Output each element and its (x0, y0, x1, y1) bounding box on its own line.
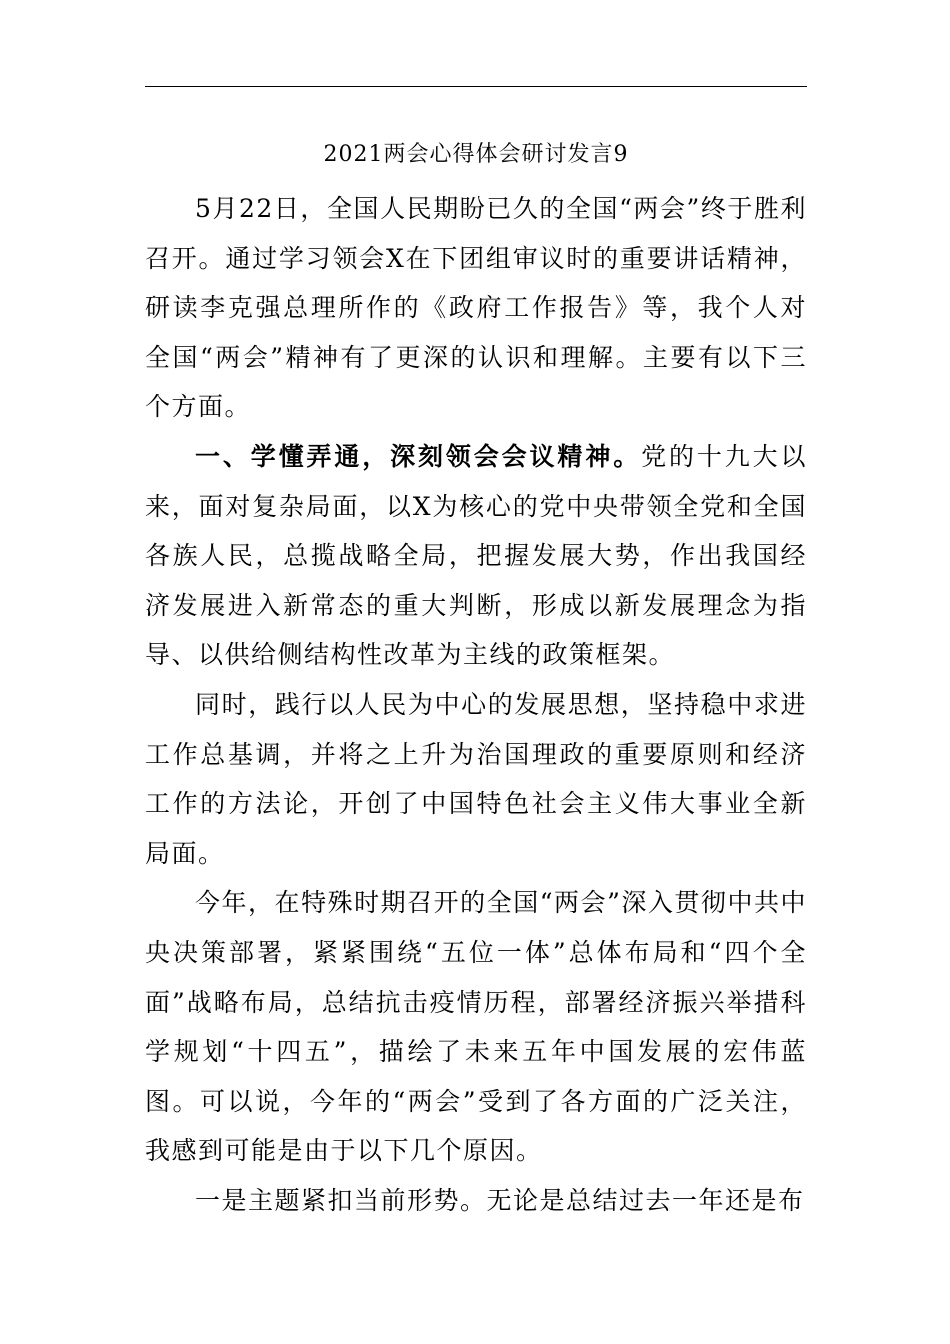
header-rule (145, 86, 807, 87)
paragraph-text: 一是主题紧扣当前形势。无论是总结过去一年还是布 (195, 1185, 805, 1215)
paragraph-text: 同时，践行以人民为中心的发展思想，坚持稳中求进工作总基调，并将之上升为治国理政的重要原则和经济工作的方法论，开创了中国特色社会主义伟大事业全新局面。 (145, 689, 807, 868)
paragraph-3 (145, 680, 807, 878)
document-title: 2021两会心得体会研讨发言9 (323, 142, 629, 167)
paragraph-text: 党的十九大以来，面对复杂局面，以X为核心的党中央带领全党和全国各族人民，总揽战略全局，把握发展大势，作出我国经济发展进入新常态的重大判断，形成以新发展理念为指导、以供给侧结构性改革为主线的政策框架。 (145, 441, 807, 670)
paragraph-1 (145, 184, 807, 432)
paragraph-4 (145, 878, 807, 1176)
document-body (145, 184, 807, 1225)
paragraph-text: 今年，在特殊时期召开的全国“两会”深入贯彻中共中央决策部署，紧紧围绕“五位一体”总体布局和“四个全面”战略布局，总结抗击疫情历程，部署经济振兴举措科学规划“十四五”，描绘了未来五年中国发展的宏伟蓝图。可以说，今年的“两会”受到了各方面的广泛关注，我感到可能是由于以下几个原因。 (145, 888, 807, 1166)
paragraph-5 (145, 1176, 807, 1226)
paragraph-2 (145, 432, 807, 680)
paragraph-text: 5月22日，全国人民期盼已久的全国“两会”终于胜利召开。通过学习领会X在下团组审议时的重要讲话精神，研读李克强总理所作的《政府工作报告》等，我个人对全国“两会”精神有了更深的认识和理解。主要有以下三个方面。 (145, 194, 807, 422)
paragraph-lead: 一、学懂弄通，深刻领会会议精神。 (195, 441, 642, 471)
